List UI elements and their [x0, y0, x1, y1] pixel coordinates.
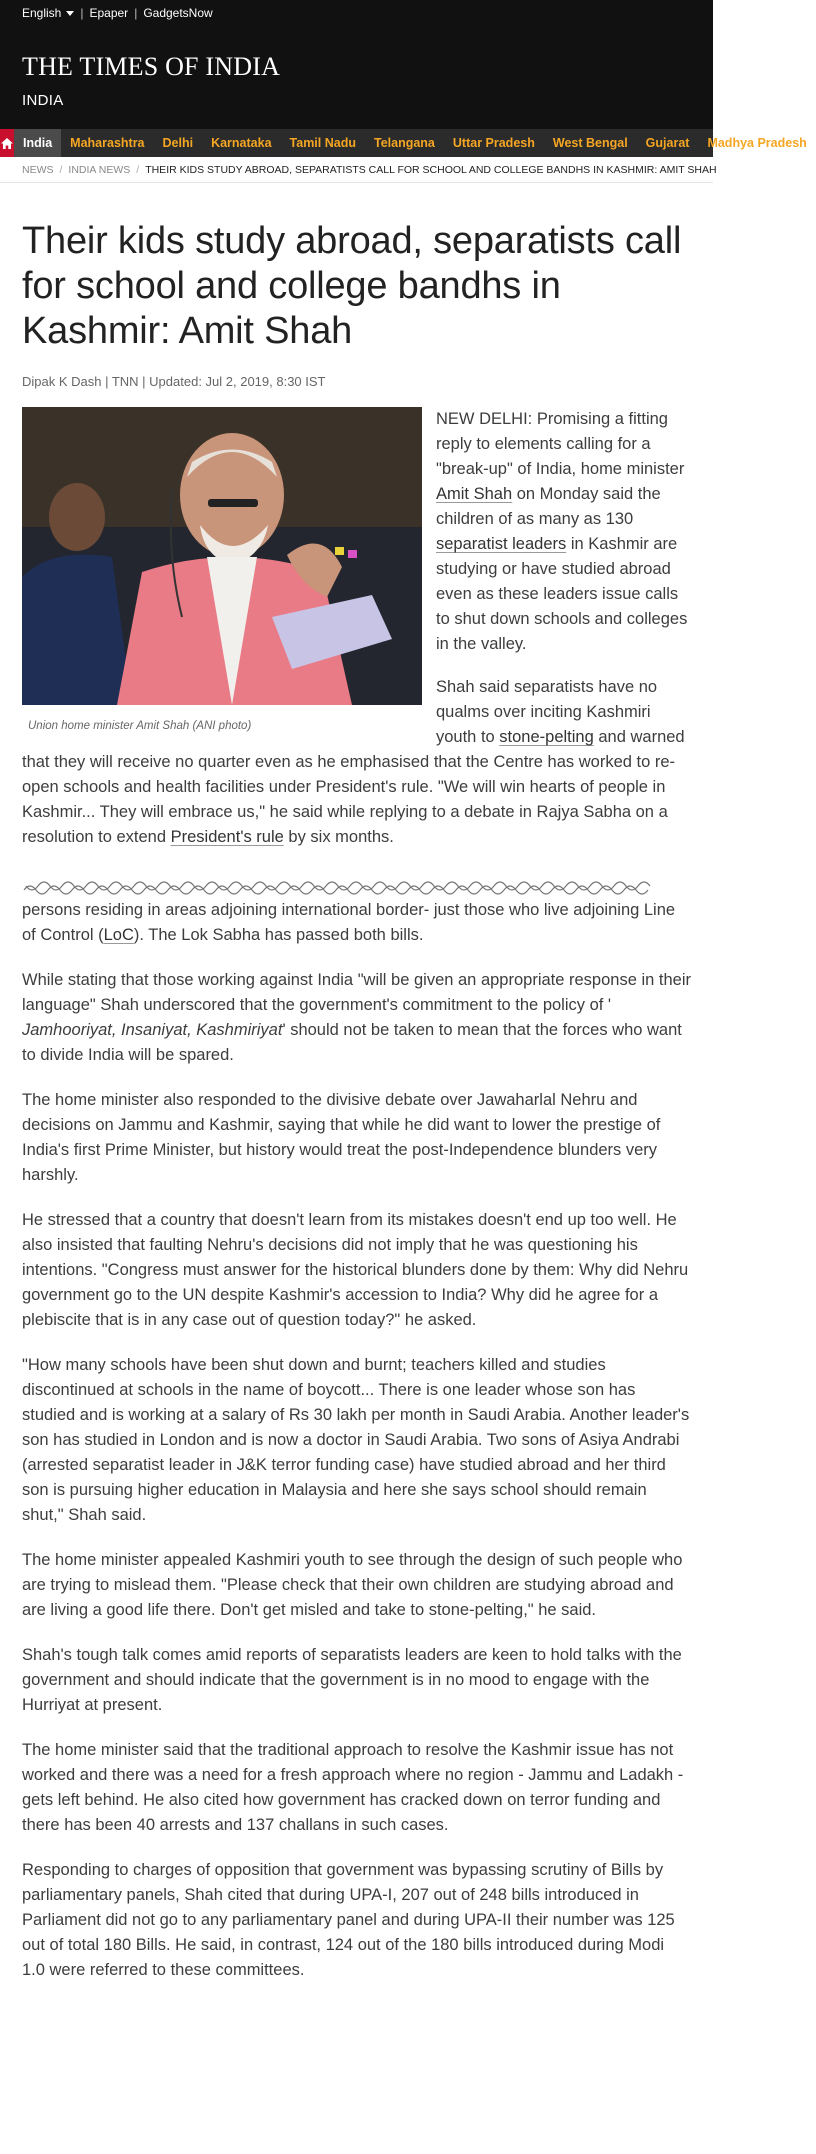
presidents-rule-link[interactable]: President's rule — [170, 828, 284, 846]
article-body — [22, 898, 691, 1983]
home-icon — [0, 137, 14, 150]
body-paragraph: The home minister appealed Kashmiri youth to see through the design of such people who are trying to mislead them. "Please check that their own children are studying abroad and are living a good life there. Don't get misled and take to stone-pelting," he said. — [22, 1551, 683, 1619]
divider: | — [80, 6, 84, 20]
home-button[interactable] — [0, 129, 14, 157]
nav-item-west-bengal[interactable]: West Bengal — [552, 136, 628, 150]
text: on Monday said the children of as many as 130 — [436, 485, 661, 528]
article-byline: Dipak K Dash | TNN | Updated: Jul 2, 2019, 8:30 IST — [22, 374, 326, 389]
loc-link[interactable]: LoC — [103, 926, 134, 944]
fourth-paragraph — [22, 968, 691, 1068]
breadcrumb-news[interactable]: NEWS — [22, 163, 54, 176]
text: While stating that those working against India "will be given an appropriate response in their language" Shah underscored that the government's commitment to the policy of ' — [22, 971, 691, 1014]
emphasis: Jamhooriyat, Insaniyat, Kashmiriyat — [22, 1021, 283, 1039]
article-figure — [22, 407, 422, 739]
section-nav — [0, 129, 807, 157]
breadcrumb-separator: / — [59, 163, 63, 176]
nav-item-india[interactable]: India — [14, 129, 61, 157]
text: NEW DELHI: Promising a fitting reply to elements calling for a "break-up" of India, home minister — [436, 410, 685, 478]
article-body-lead — [22, 407, 691, 850]
chevron-down-icon — [66, 11, 74, 16]
nav-item-telangana[interactable]: Telangana — [373, 136, 435, 150]
gadgetsnow-link[interactable]: GadgetsNow — [143, 6, 213, 20]
nav-item-maharashtra[interactable]: Maharashtra — [70, 136, 145, 150]
breadcrumb — [0, 157, 717, 183]
text: in Kashmir are studying or have studied abroad even as these leaders issue calls to shut down schools and colleges in the valley. — [436, 535, 688, 653]
nav-item-karnataka[interactable]: Karnataka — [211, 136, 272, 150]
divider: | — [134, 6, 138, 20]
nav-item-tamil-nadu[interactable]: Tamil Nadu — [289, 136, 356, 150]
breadcrumb-separator: / — [136, 163, 140, 176]
text: ' should not be taken to mean that the forces who want to divide India will be spared. — [22, 1021, 682, 1064]
body-paragraph: He stressed that a country that doesn't learn from its mistakes doesn't end up too well. He also insisted that faulting Nehru's decisions did not imply that he was questioning his intentions. "Congress must answer for the historical blunders done by them: Why did Nehru government go to the UN despite Kashmir's accession to India? Why did he agree for a plebiscite that is in any case out of question today?" he asked. — [22, 1211, 689, 1329]
body-paragraph: "How many schools have been shut down and burnt; teachers killed and studies discontinued at schools in the name of boycott... There is one leader whose son has studied and is working at a salary of Rs 30 lakh per month in Saudi Arabia. Another leader's son has studied in London and is now a doctor in Saudi Arabia. Two sons of Asiya Andrabi (arrested separatist leader in J&K terror funding case) have studied abroad and her third son is pursuing higher education in Malaysia and here she says school should remain shut," Shah said. — [22, 1356, 690, 1524]
language-selector[interactable]: English — [22, 6, 74, 20]
body-paragraph: Responding to charges of opposition that government was bypassing scrutiny of Bills by parliamentary panels, Shah cited that during UPA-I, 207 out of 248 bills introduced in Parliament did not go to any parliamentary panel and during UPA-II their number was 125 out of total 180 Bills. He said, in contrast, 124 out of the 180 bills introduced during Modi 1.0 were referred to these committees. — [22, 1861, 675, 1979]
text: by six months. — [283, 828, 394, 846]
site-logo[interactable]: THE TIMES OF INDIA — [22, 52, 281, 81]
text: ). The Lok Sabha has passed both bills. — [133, 926, 424, 944]
nav-item-uttar-pradesh[interactable]: Uttar Pradesh — [452, 136, 535, 150]
overlapping-text-artifact — [22, 876, 691, 898]
nav-item-madhya-pradesh[interactable]: Madhya Pradesh — [707, 136, 807, 150]
body-paragraph: The home minister said that the traditional approach to resolve the Kashmir issue has not worked and there was a need for a fresh approach where no region - Jammu and Ladakh - gets left behind. He also cited how government has cracked down on terror funding and there has been 40 arrests and 137 challans in such cases. — [22, 1741, 684, 1834]
stone-pelting-link[interactable]: stone-pelting — [499, 728, 594, 746]
garbled-text-line — [22, 876, 662, 898]
text: and warned that they will receive no quarter even as he emphasised that the Centre has worked to re-open schools and health facilities under President's rule. "We will win hearts of people in Kashmir... They will embrace us," he said while replying to a debate in Rajya Sabha on a resolution to extend — [22, 728, 685, 846]
article-headline: Their kids study abroad, separatists call for school and college bandhs in Kashmir: Amit Shah — [22, 220, 682, 352]
breadcrumb-india-news[interactable]: INDIA NEWS — [68, 163, 131, 176]
body-paragraph: The home minister also responded to the divisive debate over Jawaharlal Nehru and decisions on Jammu and Kashmir, saying that while he did want to lower the prestige of India's first Prime Minister, but history would treat the post-Independence blunders very harshly. — [22, 1091, 661, 1184]
amit-shah-link[interactable]: Amit Shah — [436, 485, 513, 503]
breadcrumb-current: THEIR KIDS STUDY ABROAD, SEPARATISTS CALL FOR SCHOOL AND COLLEGE BANDHS IN KASHMIR: AMIT SHAH — [145, 163, 717, 176]
text: Shah said separatists have no qualms over inciting Kashmiri youth to — [436, 678, 658, 746]
text: persons residing in areas adjoining international border- just those who live adjoining Line of Control ( — [22, 901, 676, 944]
section-title[interactable]: INDIA — [22, 92, 64, 109]
nav-item-gujarat[interactable]: Gujarat — [645, 136, 690, 150]
photo-caption: Union home minister Amit Shah (ANI photo) — [28, 720, 252, 732]
epaper-link[interactable]: Epaper — [89, 6, 129, 20]
separatist-leaders-link[interactable]: separatist leaders — [436, 535, 567, 553]
top-utility-bar — [0, 0, 713, 26]
nav-item-delhi[interactable]: Delhi — [162, 136, 194, 150]
photo-illustration — [22, 407, 422, 705]
masthead — [0, 26, 713, 129]
third-paragraph — [22, 898, 691, 948]
article-photo[interactable] — [22, 407, 422, 705]
body-paragraph: Shah's tough talk comes amid reports of separatists leaders are keen to hold talks with the government and should indicate that the government is in no mood to engage with the Hurriyat at present. — [22, 1646, 682, 1714]
article — [0, 219, 713, 1983]
